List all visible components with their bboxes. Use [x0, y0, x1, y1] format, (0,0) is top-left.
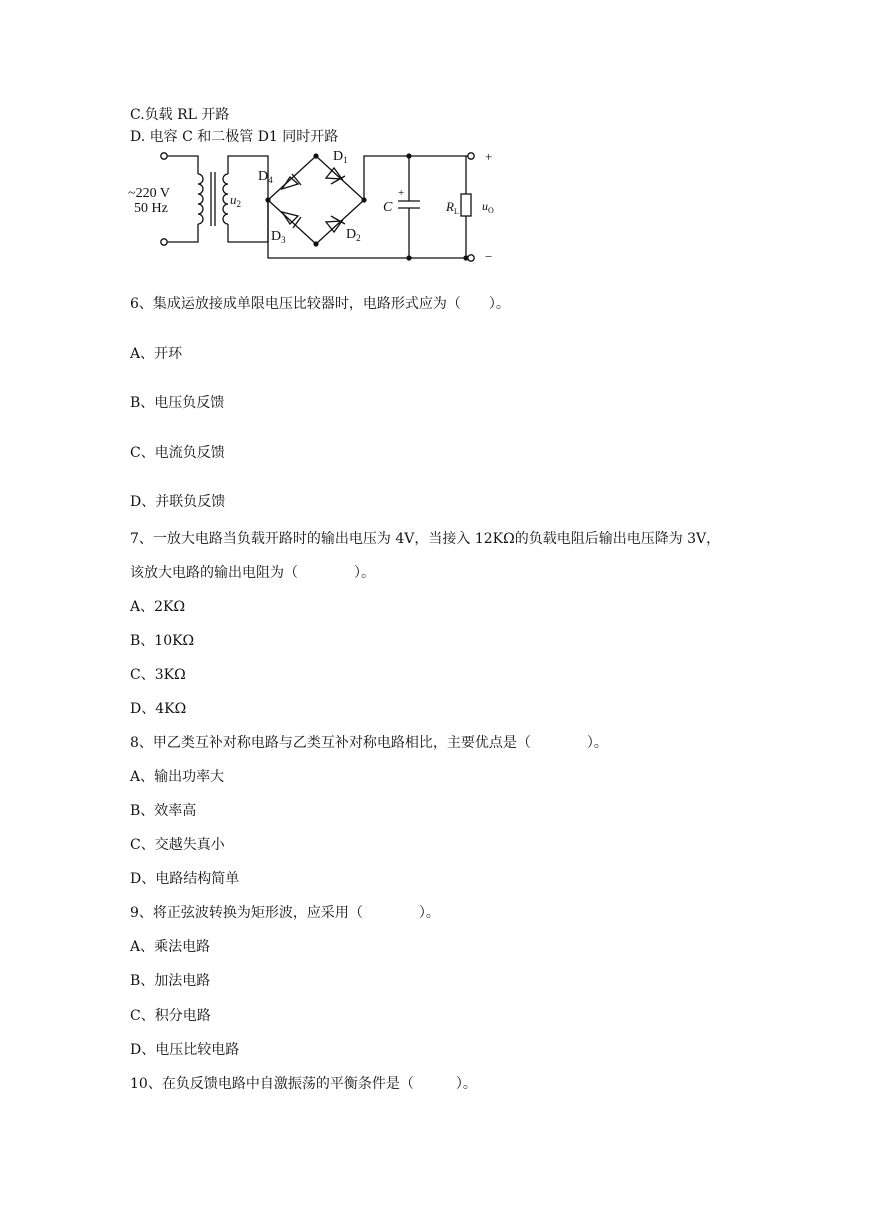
question-10-stem: 10、在负反馈电路中自激振荡的平衡条件是（ ）。 — [130, 1076, 477, 1092]
input-terminal-bottom — [161, 239, 167, 245]
q7-option-b: B、10KΩ — [130, 633, 195, 649]
output-plus-sign: + — [485, 149, 493, 164]
q8-option-d: D、电路结构简单 — [130, 871, 240, 887]
question-8-stem: 8、甲乙类互补对称电路与乙类互补对称电路相比，主要优点是（ ）。 — [130, 735, 608, 751]
transformer-primary-coil — [198, 174, 203, 224]
input-terminal-top — [161, 153, 167, 159]
q7-option-a: A、2KΩ — [130, 599, 186, 615]
q7-option-c: C、3KΩ — [130, 667, 186, 683]
transformer-secondary-coil — [223, 174, 228, 224]
question-6-stem: 6、集成运放接成单限电压比较器时，电路形式应为（ ）。 — [130, 296, 510, 312]
q8-option-a: A、输出功率大 — [130, 769, 225, 785]
q6-option-c: C、电流负反馈 — [130, 445, 225, 461]
option-c-load-open: C.负载 RL 开路 — [130, 107, 230, 123]
capacitor-plus-mark: + — [398, 187, 405, 199]
q8-option-b: B、效率高 — [130, 803, 197, 819]
bridge-rectifier-diagram — [126, 146, 506, 268]
diode-d3 — [282, 212, 298, 224]
source-voltage-label: ~220 V — [128, 186, 170, 201]
question-7-stem-line1: 7、一放大电路当负载开路时的输出电压为 4V，当接入 12KΩ的负载电阻后输出电压降为 3V， — [130, 531, 721, 547]
u2-label: $u_2$ — [230, 192, 241, 209]
uo-label: $u_O$ — [482, 199, 494, 215]
output-minus-sign: − — [485, 249, 493, 264]
d1-label: $D_1$ — [333, 149, 348, 165]
source-frequency-label: 50 Hz — [134, 201, 168, 216]
q6-option-d: D、并联负反馈 — [130, 494, 226, 510]
q6-option-b: B、电压负反馈 — [130, 395, 225, 411]
output-terminal-plus — [468, 153, 474, 159]
output-terminal-minus — [468, 255, 474, 261]
option-d-cap-diode-open: D. 电容 C 和二极管 D1 同时开路 — [130, 129, 339, 145]
d4-label: $D_4$ — [258, 169, 273, 185]
question-9-stem: 9、将正弦波转换为矩形波，应采用（ ）。 — [130, 905, 440, 921]
q7-option-d: D、4KΩ — [130, 701, 187, 717]
q9-option-b: B、加法电路 — [130, 973, 211, 989]
q9-option-d: D、电压比较电路 — [130, 1042, 240, 1058]
d3-label: $D_3$ — [271, 229, 286, 245]
q9-option-a: A、乘法电路 — [130, 939, 211, 955]
d2-label: $D_2$ — [346, 227, 361, 243]
question-7-stem-line2: 该放大电路的输出电阻为（ ）。 — [130, 565, 375, 581]
capacitor-label: C — [383, 200, 393, 215]
q9-option-c: C、积分电路 — [130, 1008, 211, 1024]
load-resistor — [461, 194, 471, 216]
rl-label: $R_L$ — [446, 199, 459, 216]
q8-option-c: C、交越失真小 — [130, 837, 225, 853]
q6-option-a: A、开环 — [130, 346, 183, 362]
